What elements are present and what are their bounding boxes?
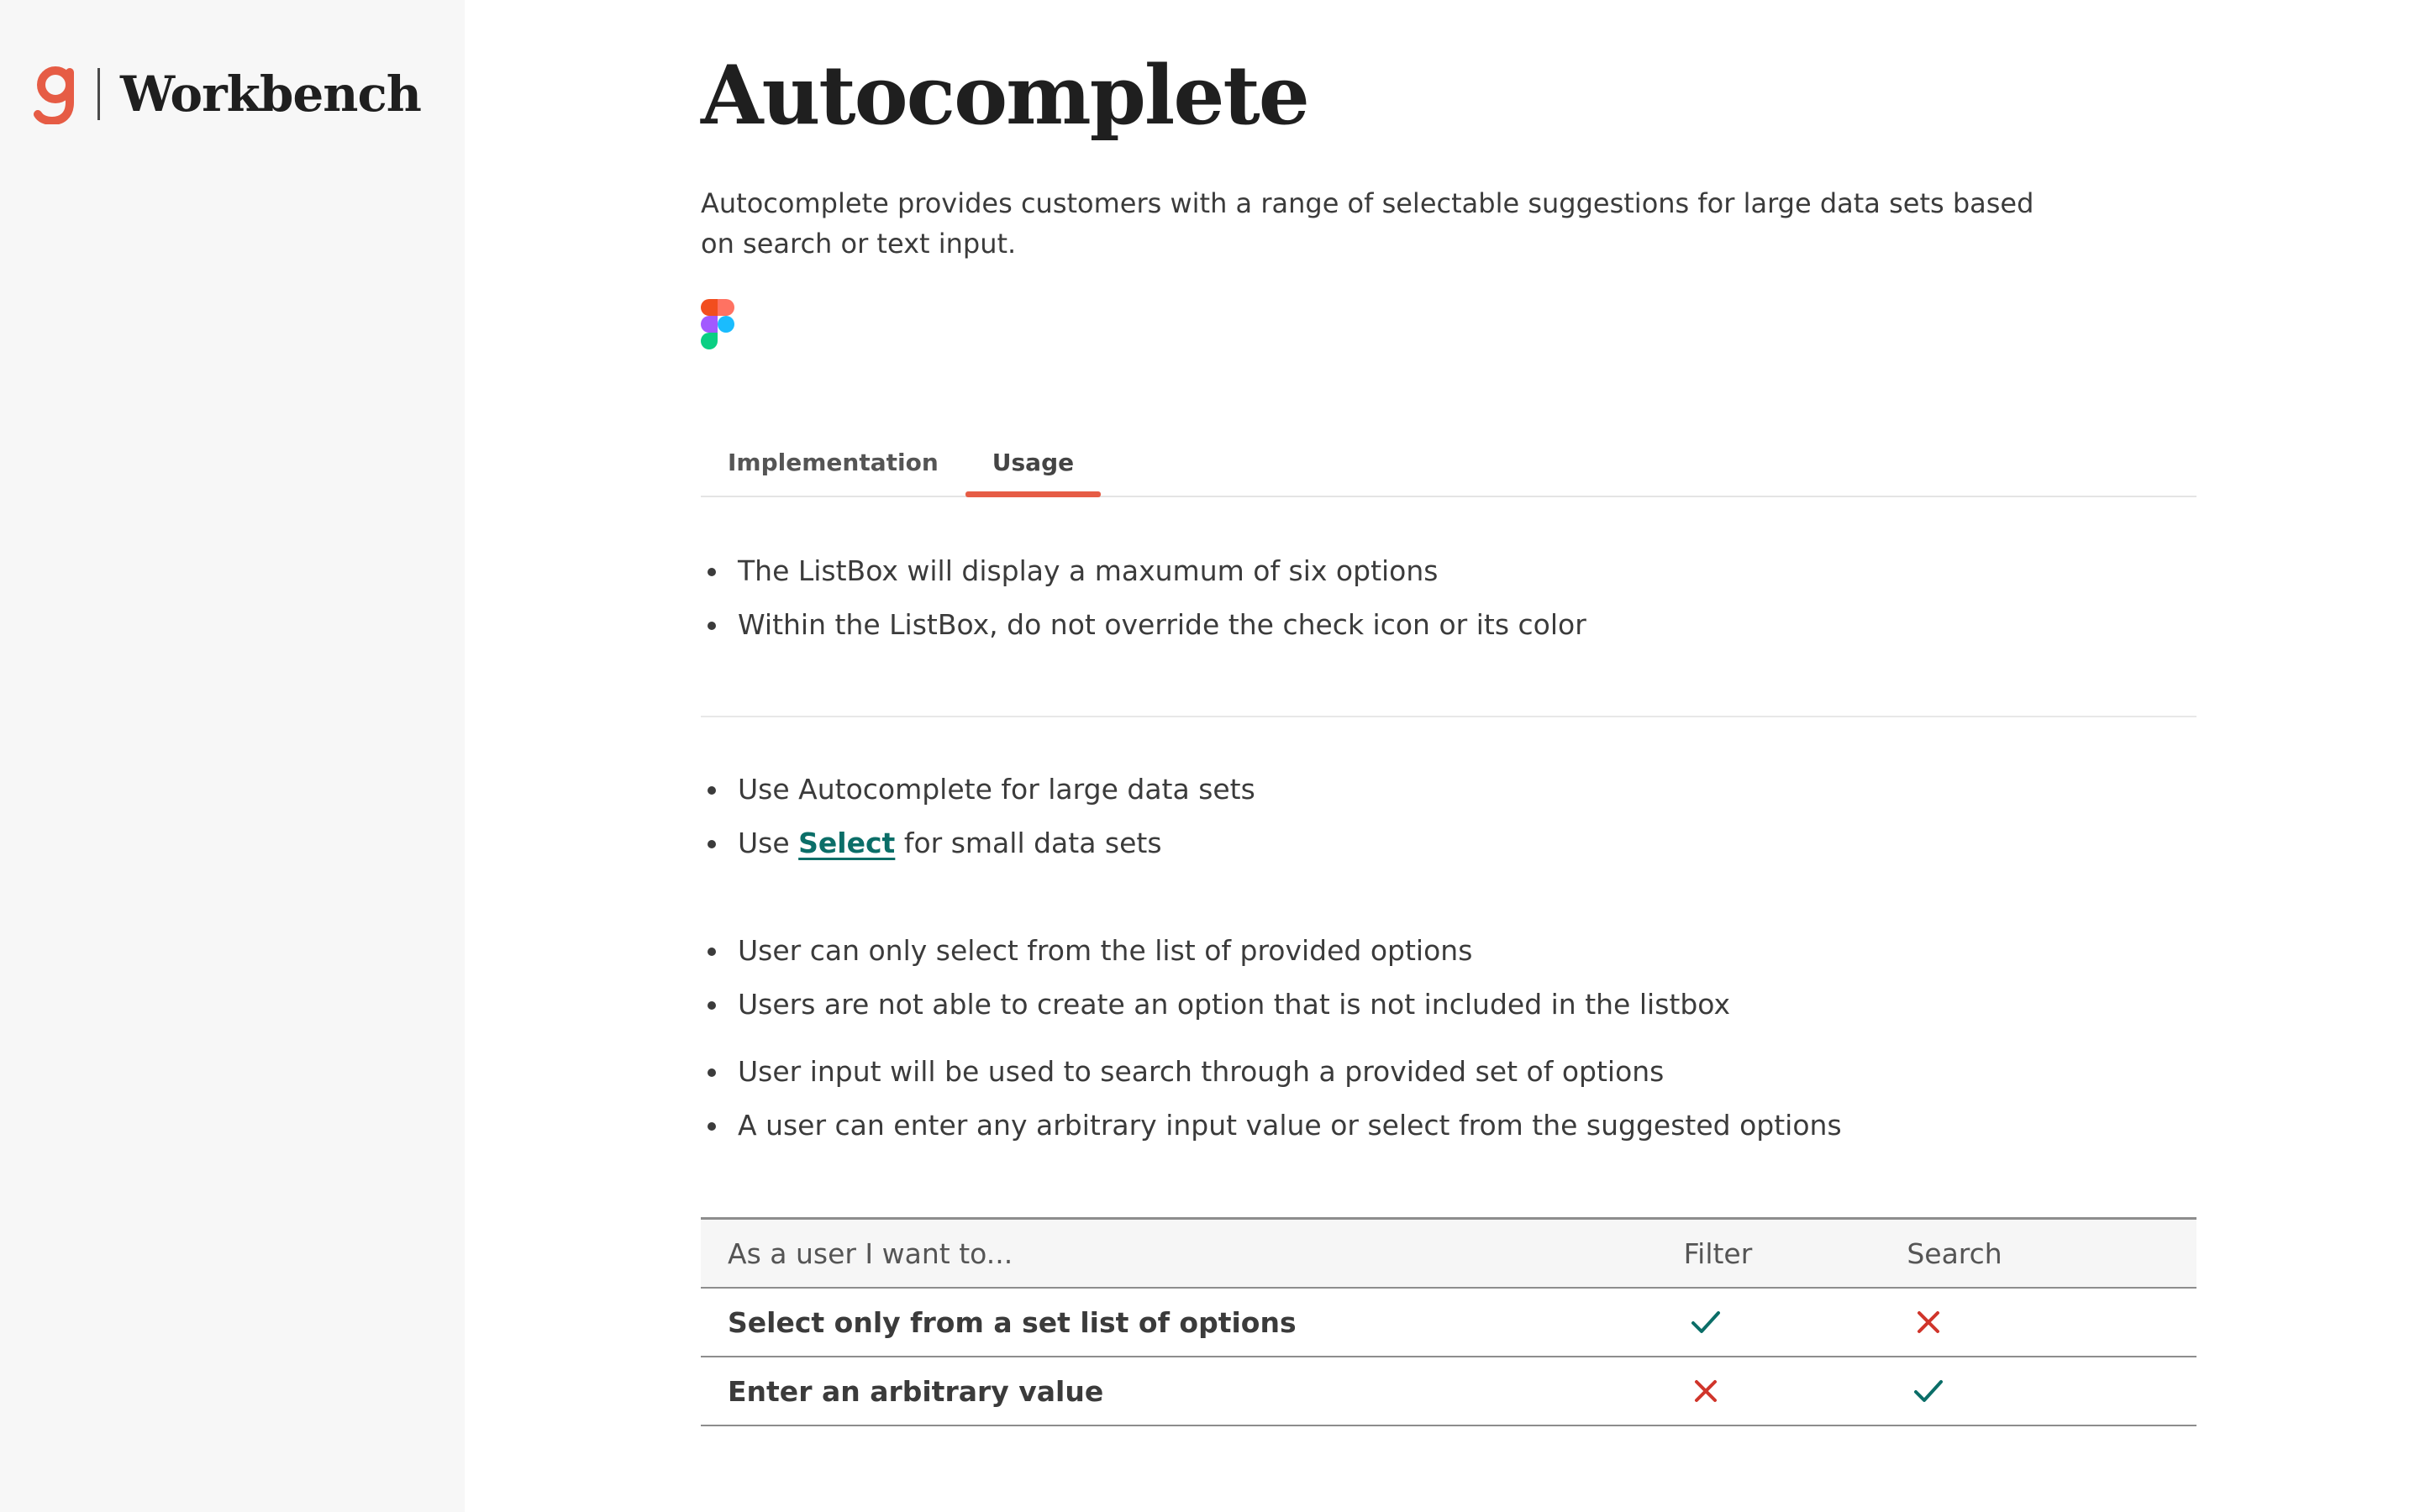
list-item xyxy=(738,816,1255,870)
brand-divider xyxy=(97,68,100,120)
list-item: User input will be used to search through a provided set of options xyxy=(738,1045,1842,1099)
list-item: A user can enter any arbitrary input value or select from the suggested options xyxy=(738,1099,1842,1152)
listbox-notes xyxy=(701,544,1586,652)
list-item: Users are not able to create an option that is not included in the listbox xyxy=(738,978,1730,1032)
table-header: As a user I want to... xyxy=(701,1219,1684,1289)
table-header: Filter xyxy=(1684,1219,1907,1289)
main-content xyxy=(701,0,2196,1512)
list-item: The ListBox will display a maxumum of six options xyxy=(738,544,1586,598)
when-to-use-list xyxy=(701,763,1255,870)
section-divider xyxy=(701,716,2196,717)
select-link[interactable]: Select xyxy=(798,827,896,859)
figma-icon[interactable] xyxy=(701,299,734,349)
table-row xyxy=(701,1288,2196,1357)
search-notes xyxy=(701,1045,1842,1152)
filter-notes xyxy=(701,924,1730,1032)
table-header-row xyxy=(701,1219,2196,1289)
table-header: Search xyxy=(1907,1219,2196,1289)
check-icon xyxy=(1907,1357,2196,1425)
x-icon xyxy=(1907,1288,2196,1357)
list-item: User can only select from the list of provided options xyxy=(738,924,1730,978)
sidebar xyxy=(0,0,465,1512)
table-cell: Enter an arbitrary value xyxy=(701,1357,1684,1425)
brand-name: Workbench xyxy=(120,66,421,123)
list-item-prefix: Use xyxy=(738,827,790,859)
x-icon xyxy=(1684,1357,1907,1425)
tab-bar xyxy=(701,428,2196,497)
list-item: Within the ListBox, do not override the check icon or its color xyxy=(738,598,1586,652)
comparison-table xyxy=(701,1217,2196,1426)
page-description: Autocomplete provides customers with a range of selectable suggestions for large data sets based on search or text input. xyxy=(701,187,2034,260)
check-icon xyxy=(1684,1288,1907,1357)
tab-implementation[interactable]: Implementation xyxy=(728,448,939,476)
tab-usage[interactable]: Usage xyxy=(965,428,1101,496)
table-cell: Select only from a set list of options xyxy=(701,1288,1684,1357)
page-title: Autocomplete xyxy=(701,48,1308,143)
table-row xyxy=(701,1357,2196,1425)
brand[interactable] xyxy=(34,60,421,128)
list-item: Use Autocomplete for large data sets xyxy=(738,763,1255,816)
list-item-suffix: for small data sets xyxy=(903,827,1162,859)
g-logo-icon xyxy=(34,64,79,124)
